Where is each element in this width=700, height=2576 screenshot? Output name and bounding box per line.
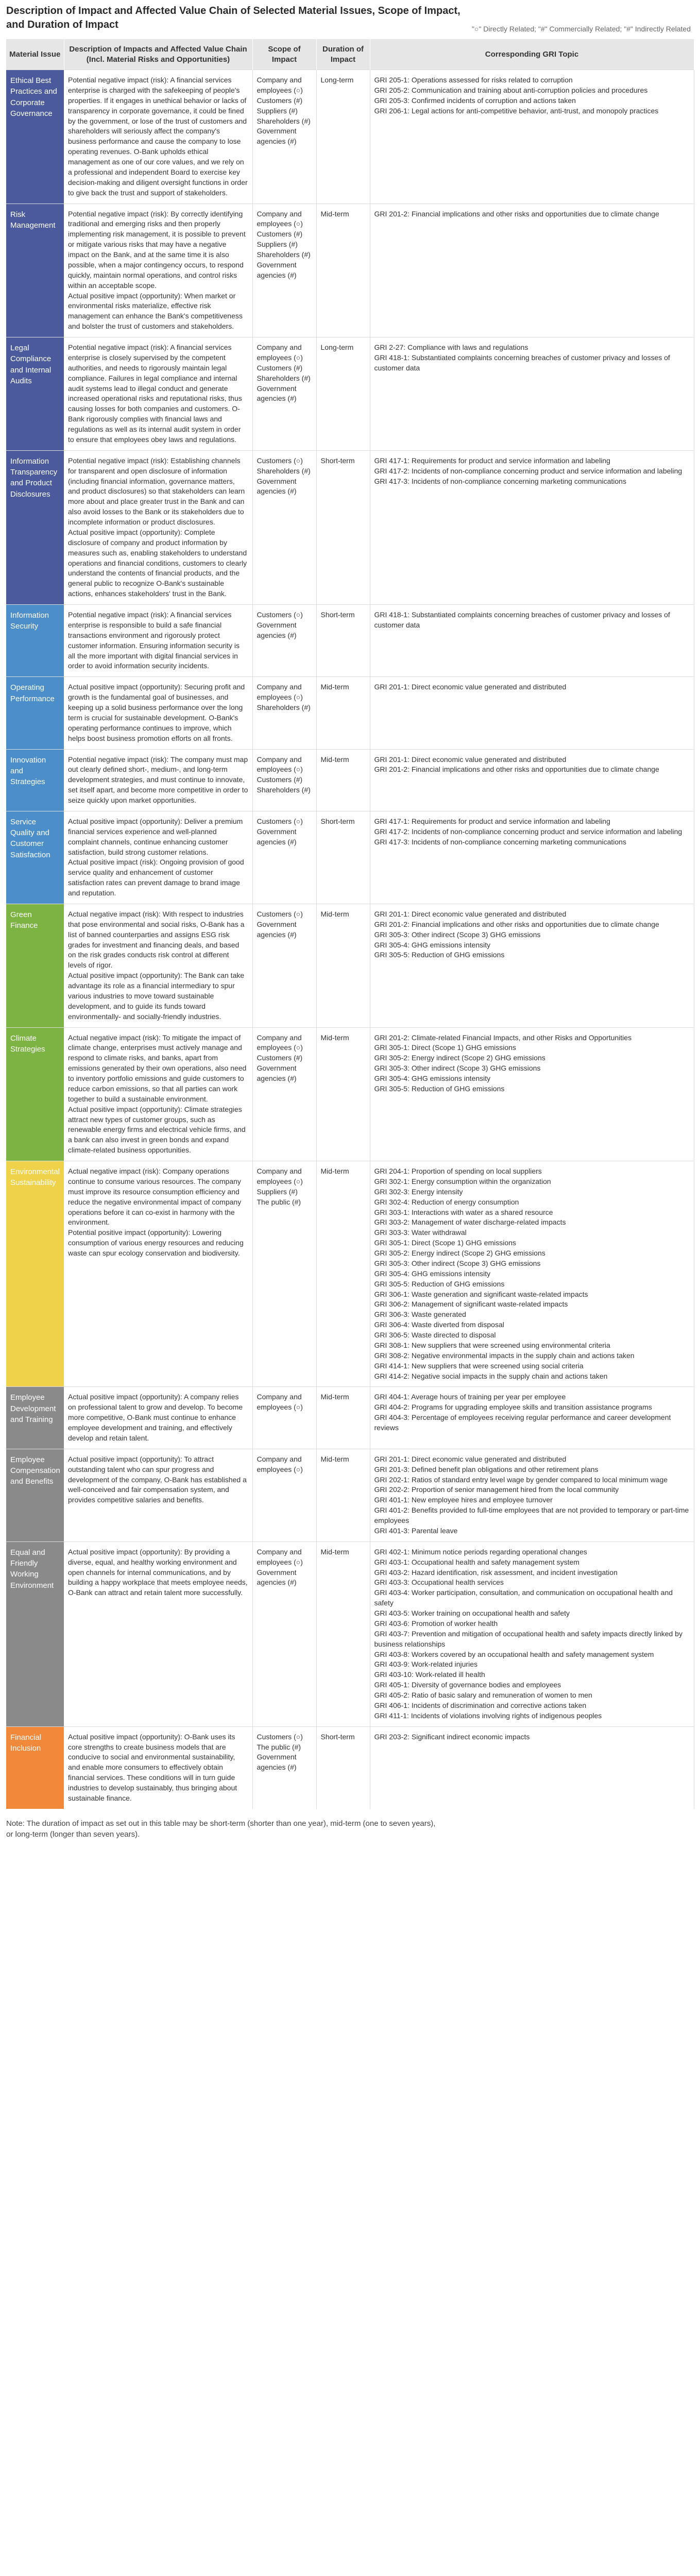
gri-topic-cell-line: GRI 305-2: Energy indirect (Scope 2) GHG emissions <box>374 1249 545 1257</box>
description-cell <box>64 70 252 204</box>
gri-topic-cell-line: GRI 403-9: Work-related injuries <box>374 1660 477 1669</box>
table-row <box>6 811 694 904</box>
description-cell-line: Actual negative impact (risk): Company operations continue to consume various resources. The company must improve its resource consumption efficiency and reduce the negative environmental impact of company operations before it can co-exist in harmony with the environment. <box>68 1167 242 1227</box>
gri-topic-cell-line: GRI 202-2: Proportion of senior management hired from the local community <box>374 1485 619 1494</box>
gri-topic-cell-line: GRI 403-2: Hazard identification, risk assessment, and incident investigation <box>374 1568 618 1577</box>
gri-topic-cell-line: GRI 305-1: Direct (Scope 1) GHG emissions <box>374 1239 516 1247</box>
description-cell <box>64 1387 252 1449</box>
header-scope: Scope of Impact <box>252 39 316 70</box>
gri-topic-cell-line: GRI 204-1: Proportion of spending on local suppliers <box>374 1167 542 1175</box>
gri-topic-cell-line: GRI 403-10: Work-related ill health <box>374 1670 485 1679</box>
material-issue-cell <box>6 677 64 749</box>
material-issue-cell-line: Financial Inclusion <box>10 1733 42 1753</box>
duration-cell <box>316 904 370 1027</box>
gri-topic-cell-line: GRI 403-8: Workers covered by an occupational health and safety management system <box>374 1650 654 1658</box>
scope-cell <box>252 605 316 677</box>
gri-topic-cell-line: GRI 403-7: Prevention and mitigation of occupational health and safety impacts directly linked by business relationships <box>374 1629 682 1648</box>
header-duration: Duration of Impact <box>316 39 370 70</box>
gri-topic-cell-line: GRI 201-1: Direct economic value generated and distributed <box>374 909 567 918</box>
description-cell <box>64 1726 252 1809</box>
scope-cell-line: Customers (#) <box>257 363 303 372</box>
material-issue-cell-line: Information Security <box>10 611 49 631</box>
gri-topic-cell-line: GRI 405-1: Diversity of governance bodies and employees <box>374 1681 561 1689</box>
scope-cell-line: The public (#) <box>257 1742 301 1751</box>
duration-cell-line: Mid-term <box>320 909 349 918</box>
description-cell-line: Potential negative impact (risk): A financial services enterprise is charged with the safekeeping of people's properties. If it engages in unethical behavior or lacks of transparency in corporate governance, it could be fined by the government, or lose of the trust of customers and shareholders will seriously affect the company's business performance and cause the company to lose operating revenues. O-Bank upholds ethical management as one of our core values, and we rely on a professional and independent Board to exercise key decision-making and diligent oversight functions in order to give back the trust and support of stakeholders. <box>68 76 248 197</box>
material-issue-cell-line: Risk Management <box>10 210 56 230</box>
material-issue-cell <box>6 1161 64 1387</box>
duration-cell-line: Short-term <box>320 611 355 619</box>
gri-topic-cell-line: GRI 406-1: Incidents of discrimination and corrective actions taken <box>374 1701 587 1709</box>
gri-topic-cell-line: GRI 305-1: Direct (Scope 1) GHG emissions <box>374 1043 516 1052</box>
gri-topic-cell-line: GRI 201-2: Financial implications and other risks and opportunities due to climate change <box>374 765 659 774</box>
gri-topic-cell-line: GRI 205-1: Operations assessed for risks related to corruption <box>374 76 573 84</box>
legend: "○" Directly Related; "#" Commercially Related; "#" Indirectly Related <box>472 25 691 33</box>
material-issue-cell <box>6 749 64 811</box>
scope-cell-line: Shareholders (#) <box>257 116 311 125</box>
gri-topic-cell-line: GRI 206-1: Legal actions for anti-competitive behavior, anti-trust, and monopoly practices <box>374 106 659 115</box>
gri-topic-cell-line: GRI 305-4: GHG emissions intensity <box>374 940 491 949</box>
duration-cell-line: Mid-term <box>320 1393 349 1401</box>
table-row <box>6 1449 694 1541</box>
material-issue-cell <box>6 204 64 337</box>
gri-topic-cell-line: GRI 414-1: New suppliers that were screened using social criteria <box>374 1361 584 1370</box>
duration-cell <box>316 1387 370 1449</box>
scope-cell <box>252 904 316 1027</box>
scope-cell-line: Customers (○) <box>257 817 303 825</box>
table-row <box>6 70 694 204</box>
gri-topic-cell-line: GRI 201-2: Financial implications and other risks and opportunities due to climate change <box>374 209 659 218</box>
gri-topic-cell-line: GRI 401-2: Benefits provided to full-time employees that are not provided to temporary or part-time employees <box>374 1506 689 1524</box>
scope-cell-line: Company and employees (○) <box>257 1167 303 1185</box>
scope-cell-line: The public (#) <box>257 1197 301 1206</box>
scope-cell-line: Government agencies (#) <box>257 127 297 146</box>
duration-cell <box>316 1449 370 1541</box>
description-cell-line: Potential negative impact (risk): By correctly identifying traditional and emerging risks and then properly implementing risk management, it is possible to prevent or mitigate various risks that may have a negative impact on the Bank, and at the same time it is also possible, when a major contingency occurs, to respond quickly, maintain normal operations, and control risks within an acceptable scope. <box>68 209 246 290</box>
scope-cell-line: Government agencies (#) <box>257 260 297 279</box>
scope-cell <box>252 1161 316 1387</box>
description-cell-line: Potential negative impact (risk): A financial services enterprise is closely supervised by the competent authorities, and needs to rigorously maintain legal compliance. Failures in legal compliance and internal audit systems lead to illegal conduct and generate increased operational risks and reputational risks, thus causing losses for both companies and customers. O-Bank rigorously complies with financial laws and regulations as well as its internal audit system in order to ensure that employees obey laws and regulations. <box>68 343 242 444</box>
gri-topic-cell-line: GRI 308-2: Negative environmental impacts in the supply chain and actions taken <box>374 1351 635 1360</box>
material-issue-cell-line: Climate Strategies <box>10 1033 45 1054</box>
table-header-row <box>6 39 694 70</box>
scope-cell-line: Customers (○) <box>257 456 303 465</box>
gri-topic-cell <box>370 70 694 204</box>
scope-cell <box>252 1541 316 1726</box>
duration-cell <box>316 811 370 904</box>
scope-cell-line: Company and employees (○) <box>257 76 303 94</box>
scope-cell-line: Government agencies (#) <box>257 920 297 939</box>
description-cell <box>64 904 252 1027</box>
gri-topic-cell-line: GRI 401-1: New employee hires and employee turnover <box>374 1496 553 1504</box>
gri-topic-cell-line: GRI 201-1: Direct economic value generated and distributed <box>374 1454 567 1463</box>
scope-cell-line: Company and employees (○) <box>257 343 303 362</box>
gri-topic-cell-line: GRI 202-1: Ratios of standard entry level wage by gender compared to local minimum wage <box>374 1475 668 1484</box>
scope-cell <box>252 749 316 811</box>
gri-topic-cell-line: GRI 306-1: Waste generation and significant waste-related impacts <box>374 1290 588 1298</box>
gri-topic-cell-line: GRI 411-1: Incidents of violations involving rights of indigenous peoples <box>374 1711 602 1720</box>
gri-topic-cell-line: GRI 306-2: Management of significant waste-related impacts <box>374 1300 568 1309</box>
gri-topic-cell <box>370 1726 694 1809</box>
gri-topic-cell-line: GRI 418-1: Substantiated complaints concerning breaches of customer privacy and losses of customer data <box>374 353 670 372</box>
description-cell-line: Actual positive impact (opportunity): Climate strategies attract new types of customer groups, such as renewable energy firms and electrical vehicle firms, and a bank can also invest in green bonds and expand climate-related business opportunities. <box>68 1105 246 1155</box>
description-cell <box>64 1449 252 1541</box>
gri-topic-cell <box>370 450 694 604</box>
duration-cell-line: Mid-term <box>320 1167 349 1175</box>
footnote <box>6 1818 694 1840</box>
table-row <box>6 450 694 604</box>
scope-cell <box>252 204 316 337</box>
description-cell <box>64 749 252 811</box>
material-issue-cell <box>6 1387 64 1449</box>
gri-topic-cell-line: GRI 201-1: Direct economic value generated and distributed <box>374 755 567 764</box>
description-cell-line: Actual positive impact (risk): Ongoing provision of good service quality and enhancement of customer satisfaction rates can prevent damage to brand image and reputation. <box>68 858 244 897</box>
description-cell-line: Actual positive impact (opportunity): The Bank can take advantage its role as a financial intermediary to spur various industries to move toward sustainable development, and to guide its funds toward environmentally- and socially-friendly industries. <box>68 971 245 1021</box>
gri-topic-cell <box>370 749 694 811</box>
table-row <box>6 677 694 749</box>
gri-topic-cell <box>370 1387 694 1449</box>
duration-cell-line: Long-term <box>320 343 354 351</box>
gri-topic-cell-line: GRI 417-2: Incidents of non-compliance concerning product and service information and labeling <box>374 827 682 836</box>
gri-topic-cell-line: GRI 401-3: Parental leave <box>374 1526 458 1535</box>
scope-cell-line: Government agencies (#) <box>257 1064 297 1082</box>
gri-topic-cell-line: GRI 403-6: Promotion of worker health <box>374 1619 498 1628</box>
scope-cell-line: Company and employees (○) <box>257 1547 303 1566</box>
material-issue-cell <box>6 1027 64 1161</box>
scope-cell-line: Company and employees (○) <box>257 755 303 774</box>
scope-cell <box>252 1726 316 1809</box>
material-issue-cell-line: Employee Compensation and Benefits <box>10 1455 60 1486</box>
title-line-2: and Duration of Impact <box>6 19 118 30</box>
material-issue-cell-line: Green Finance <box>10 910 38 930</box>
gri-topic-cell-line: GRI 205-3: Confirmed incidents of corruption and actions taken <box>374 96 576 105</box>
footnote-line-1: Note: The duration of impact as set out in this table may be short-term (shorter than one year), mid-term (one to seven years), <box>6 1819 436 1828</box>
description-cell-line: Potential negative impact (risk): A financial services enterprise is responsible to build a safe financial transactions environment and rigorously protect customer information. Ensuring information security is all the more important with digital financial services in order to avoid information security incidents. <box>68 611 240 670</box>
material-issue-cell-line: Legal Compliance and Internal Audits <box>10 344 52 385</box>
table-row <box>6 605 694 677</box>
title-line-1: Description of Impact and Affected Value Chain of Selected Material Issues, Scope of Impact, <box>6 5 460 16</box>
gri-topic-cell-line: GRI 405-2: Ratio of basic salary and remuneration of women to men <box>374 1691 592 1699</box>
gri-topic-cell-line: GRI 305-5: Reduction of GHG emissions <box>374 1279 505 1288</box>
scope-cell-line: Customers (○) <box>257 1732 303 1741</box>
header-material-issue: Material Issue <box>6 39 64 70</box>
gri-topic-cell-line: GRI 403-3: Occupational health services <box>374 1578 504 1587</box>
description-cell <box>64 677 252 749</box>
duration-cell <box>316 1726 370 1809</box>
scope-cell-line: Government agencies (#) <box>257 827 297 846</box>
gri-topic-cell-line: GRI 417-3: Incidents of non-compliance concerning marketing communications <box>374 837 626 846</box>
gri-topic-cell-line: GRI 305-2: Energy indirect (Scope 2) GHG emissions <box>374 1054 545 1062</box>
scope-cell-line: Shareholders (#) <box>257 374 311 382</box>
scope-cell-line: Company and employees (○) <box>257 1393 303 1412</box>
table-row <box>6 1387 694 1449</box>
scope-cell-line: Customers (#) <box>257 1054 303 1062</box>
gri-topic-cell-line: GRI 404-2: Programs for upgrading employee skills and transition assistance programs <box>374 1403 652 1412</box>
duration-cell <box>316 450 370 604</box>
duration-cell <box>316 605 370 677</box>
gri-topic-cell-line: GRI 302-4: Reduction of energy consumption <box>374 1197 519 1206</box>
gri-topic-cell <box>370 337 694 451</box>
duration-cell-line: Short-term <box>320 456 355 465</box>
description-cell-line: Potential negative impact (risk): The company must map out clearly defined short-, medium-, and long-term development strategies, and must continue to innovate, set itself apart, and become more competitive in order to seize quickly upon market opportunities. <box>68 755 248 804</box>
material-issue-cell-line: Equal and Friendly Working Environment <box>10 1548 54 1590</box>
description-cell <box>64 605 252 677</box>
gri-topic-cell <box>370 811 694 904</box>
gri-topic-cell-line: GRI 306-4: Waste diverted from disposal <box>374 1320 504 1329</box>
gri-topic-cell-line: GRI 302-3: Energy intensity <box>374 1187 463 1196</box>
material-issue-cell <box>6 605 64 677</box>
description-cell-line: Actual positive impact (opportunity): To attract outstanding talent who can spur progress and development of the company, O-Bank has established a well-conceived and fair compensation system, and provides competitive salaries and benefits. <box>68 1454 247 1504</box>
description-cell <box>64 204 252 337</box>
description-cell-line: Actual positive impact (opportunity): When market or environmental risks materialize, effective risk management can enhance the Bank's competitiveness and bolster the trust of customers and stakeholders. <box>68 291 243 331</box>
description-cell-line: Actual negative impact (risk): With respect to industries that pose environmental and social risks, O-Bank has a list of banned counterparties and assigns ESG risk grades for investment and financing deals, and based on the risk grades conducts risk control at different levels of rigor. <box>68 909 245 970</box>
scope-cell-line: Government agencies (#) <box>257 620 297 639</box>
duration-cell-line: Short-term <box>320 1732 355 1741</box>
scope-cell <box>252 677 316 749</box>
material-issue-cell-line: Innovation and Strategies <box>10 755 46 787</box>
gri-topic-cell <box>370 605 694 677</box>
duration-cell-line: Mid-term <box>320 755 349 764</box>
gri-topic-cell-line: GRI 404-1: Average hours of training per year per employee <box>374 1393 566 1401</box>
material-issue-cell <box>6 1541 64 1726</box>
scope-cell <box>252 70 316 204</box>
description-cell-line: Actual positive impact (opportunity): O-Bank uses its core strengths to create business models that are conducive to social and environmental sustainability, and enable more consumers to effectively obtain financial services. These conditions will in turn guide industries to develop sustainably, thus bringing about sustainable finance. <box>68 1732 237 1802</box>
gri-topic-cell <box>370 1541 694 1726</box>
gri-topic-cell-line: GRI 303-2: Management of water discharge-related impacts <box>374 1218 566 1227</box>
gri-topic-cell-line: GRI 303-1: Interactions with water as a shared resource <box>374 1208 553 1216</box>
material-issue-cell <box>6 1449 64 1541</box>
gri-topic-cell-line: GRI 305-3: Other indirect (Scope 3) GHG emissions <box>374 1259 541 1267</box>
scope-cell-line: Company and employees (○) <box>257 683 303 702</box>
gri-topic-cell-line: GRI 417-1: Requirements for product and service information and labeling <box>374 456 610 465</box>
gri-topic-cell-line: GRI 305-5: Reduction of GHG emissions <box>374 951 505 959</box>
scope-cell-line: Shareholders (#) <box>257 786 311 794</box>
gri-topic-cell-line: GRI 417-3: Incidents of non-compliance concerning marketing communications <box>374 477 626 485</box>
duration-cell <box>316 749 370 811</box>
scope-cell <box>252 1387 316 1449</box>
scope-cell-line: Customers (○) <box>257 611 303 619</box>
scope-cell-line: Customers (#) <box>257 230 303 239</box>
description-cell <box>64 337 252 451</box>
material-issue-cell <box>6 1726 64 1809</box>
gri-topic-cell-line: GRI 403-4: Worker participation, consultation, and communication on occupational health and safety <box>374 1588 673 1607</box>
description-cell-line: Potential positive impact (opportunity): Lowering consumption of various energy resources and reducing waste can spur ecology conservation and biodiversity. <box>68 1228 244 1257</box>
material-issue-cell-line: Ethical Best Practices and Corporate Governance <box>10 76 57 118</box>
scope-cell-line: Shareholders (#) <box>257 250 311 259</box>
gri-topic-cell-line: GRI 302-1: Energy consumption within the organization <box>374 1177 551 1185</box>
duration-cell-line: Short-term <box>320 817 355 825</box>
table-row <box>6 1541 694 1726</box>
material-issue-cell <box>6 337 64 451</box>
gri-topic-cell <box>370 204 694 337</box>
duration-cell-line: Mid-term <box>320 1033 349 1042</box>
material-issue-cell <box>6 811 64 904</box>
gri-topic-cell <box>370 904 694 1027</box>
gri-topic-cell-line: GRI 402-1: Minimum notice periods regarding operational changes <box>374 1547 587 1556</box>
table-row <box>6 1161 694 1387</box>
description-cell <box>64 1027 252 1161</box>
gri-topic-cell-line: GRI 203-2: Significant indirect economic impacts <box>374 1732 530 1741</box>
description-cell-line: Actual positive impact (opportunity): Complete disclosure of company and product information by measures such as, enabling stakeholders to understand operations and financial conditions, customers to clearly understand the contents of financial products, and the general public to recognize O-Bank's sustainable actions, enhances stakeholders' trust in the Bank. <box>68 528 247 598</box>
table-row <box>6 1726 694 1809</box>
scope-cell-line: Customers (○) <box>257 909 303 918</box>
scope-cell-line: Government agencies (#) <box>257 477 297 496</box>
duration-cell <box>316 1161 370 1387</box>
gri-topic-cell <box>370 1449 694 1541</box>
scope-cell <box>252 811 316 904</box>
scope-cell-line: Customers (#) <box>257 96 303 105</box>
gri-topic-cell-line: GRI 305-3: Other indirect (Scope 3) GHG emissions <box>374 930 541 939</box>
duration-cell-line: Mid-term <box>320 1454 349 1463</box>
gri-topic-cell <box>370 1027 694 1161</box>
duration-cell-line: Long-term <box>320 76 354 84</box>
description-cell-line: Actual positive impact (opportunity): Securing profit and growth is the fundamental goal of businesses, and keeping up a solid business performance over the long term is crucial for sustainable development. O-Bank's operating performance continues to improve, which helps boost business promotion efforts on all fronts. <box>68 683 245 742</box>
material-issue-cell-line: Operating Performance <box>10 683 55 703</box>
table-body <box>6 70 694 1809</box>
duration-cell <box>316 70 370 204</box>
duration-cell <box>316 204 370 337</box>
table-row <box>6 749 694 811</box>
description-cell <box>64 450 252 604</box>
material-issue-cell-line: Employee Development and Training <box>10 1393 56 1424</box>
description-cell-line: Potential negative impact (risk): Establishing channels for transparent and open disclosure of information (including financial information, governance matters, and product disclosures) so that stakeholders can learn more about and place greater trust in the Bank and can also avoid losses to the Bank or its stakeholders due to incomplete information or product disclosures. <box>68 456 245 526</box>
scope-cell-line: Customers (#) <box>257 775 303 784</box>
scope-cell-line: Government agencies (#) <box>257 384 297 403</box>
gri-topic-cell-line: GRI 306-3: Waste generated <box>374 1310 466 1319</box>
scope-cell-line: Shareholders (#) <box>257 466 311 475</box>
duration-cell-line: Mid-term <box>320 683 349 691</box>
gri-topic-cell-line: GRI 306-5: Waste directed to disposal <box>374 1331 496 1339</box>
gri-topic-cell-line: GRI 418-1: Substantiated complaints concerning breaches of customer privacy and losses of customer data <box>374 611 670 629</box>
gri-topic-cell <box>370 1161 694 1387</box>
table-row <box>6 337 694 451</box>
table-row <box>6 904 694 1027</box>
material-issue-cell <box>6 70 64 204</box>
gri-topic-cell-line: GRI 305-4: GHG emissions intensity <box>374 1074 491 1082</box>
gri-topic-cell-line: GRI 201-1: Direct economic value generated and distributed <box>374 683 567 691</box>
gri-topic-cell-line: GRI 403-5: Worker training on occupational health and safety <box>374 1609 570 1617</box>
scope-cell-line: Suppliers (#) <box>257 106 298 115</box>
gri-topic-cell-line: GRI 417-2: Incidents of non-compliance concerning product and service information and labeling <box>374 466 682 475</box>
material-issue-cell <box>6 450 64 604</box>
description-cell-line: Actual positive impact (opportunity): By providing a diverse, equal, and healthy working environment and open channels for internal communications, and by building a happy workplace that meets employee needs, O-Bank can attract and retain talent more successfully. <box>68 1547 248 1597</box>
scope-cell <box>252 1449 316 1541</box>
gri-topic-cell-line: GRI 201-3: Defined benefit plan obligations and other retirement plans <box>374 1465 599 1473</box>
gri-topic-cell-line: GRI 417-1: Requirements for product and service information and labeling <box>374 817 610 825</box>
scope-cell-line: Government agencies (#) <box>257 1753 297 1772</box>
material-issue-cell-line: Information Transparency and Product Disclosures <box>10 456 58 499</box>
duration-cell-line: Mid-term <box>320 1547 349 1556</box>
scope-cell-line: Suppliers (#) <box>257 1187 298 1196</box>
scope-cell <box>252 337 316 451</box>
scope-cell-line: Government agencies (#) <box>257 1568 297 1587</box>
gri-topic-cell-line: GRI 2-27: Compliance with laws and regulations <box>374 343 528 351</box>
gri-topic-cell-line: GRI 404-3: Percentage of employees receiving regular performance and career development reviews <box>374 1413 671 1432</box>
scope-cell-line: Company and employees (○) <box>257 1033 303 1052</box>
scope-cell <box>252 1027 316 1161</box>
duration-cell <box>316 337 370 451</box>
gri-topic-cell-line: GRI 403-1: Occupational health and safety management system <box>374 1557 579 1566</box>
description-cell-line: Actual positive impact (opportunity): A company relies on professional talent to grow and develop. To become more competitive, O-Bank must continue to enhance employee development and training, and effectively develop and retain talent. <box>68 1393 243 1442</box>
duration-cell <box>316 677 370 749</box>
impact-table <box>6 39 694 1809</box>
gri-topic-cell-line: GRI 205-2: Communication and training about anti-corruption policies and procedures <box>374 86 648 94</box>
scope-cell-line: Company and employees (○) <box>257 1454 303 1473</box>
material-issue-cell <box>6 904 64 1027</box>
duration-cell <box>316 1027 370 1161</box>
scope-cell-line: Shareholders (#) <box>257 703 311 711</box>
header-gri-topic: Corresponding GRI Topic <box>370 39 694 70</box>
material-issue-cell-line: Environmental Sustainability <box>10 1167 60 1188</box>
footnote-line-2: or long-term (longer than seven years). <box>6 1829 140 1839</box>
gri-topic-cell-line: GRI 305-3: Other indirect (Scope 3) GHG emissions <box>374 1064 541 1073</box>
gri-topic-cell-line: GRI 305-5: Reduction of GHG emissions <box>374 1084 505 1093</box>
description-cell-line: Actual positive impact (opportunity): Deliver a premium financial services experience and well-planned complaint channels, continue enhancing customer satisfaction, build strong customer relations. <box>68 817 243 856</box>
description-cell <box>64 811 252 904</box>
gri-topic-cell-line: GRI 414-2: Negative social impacts in the supply chain and actions taken <box>374 1371 608 1380</box>
gri-topic-cell-line: GRI 305-4: GHG emissions intensity <box>374 1269 491 1278</box>
header-description: Description of Impacts and Affected Value Chain (Incl. Material Risks and Opportunities) <box>64 39 252 70</box>
scope-cell-line: Company and employees (○) <box>257 209 303 228</box>
description-cell <box>64 1161 252 1387</box>
scope-cell <box>252 450 316 604</box>
table-row <box>6 204 694 337</box>
description-cell-line: Actual negative impact (risk): To mitigate the impact of climate change, enterprises must actively manage and respond to climate risks, and banks, apart from emissions generated by their own operations, also need to inventory portfolio emissions and guide customers to reduce carbon emissions, so that all parties can work together to build a sustainable environment. <box>68 1033 247 1103</box>
scope-cell-line: Suppliers (#) <box>257 240 298 249</box>
gri-topic-cell-line: GRI 303-3: Water withdrawal <box>374 1228 467 1237</box>
duration-cell-line: Mid-term <box>320 209 349 218</box>
gri-topic-cell <box>370 677 694 749</box>
table-row <box>6 1027 694 1161</box>
gri-topic-cell-line: GRI 308-1: New suppliers that were screened using environmental criteria <box>374 1341 610 1349</box>
description-cell <box>64 1541 252 1726</box>
gri-topic-cell-line: GRI 201-2: Financial implications and other risks and opportunities due to climate change <box>374 920 659 928</box>
gri-topic-cell-line: GRI 201-2: Climate-related Financial Impacts, and other Risks and Opportunities <box>374 1033 632 1042</box>
duration-cell <box>316 1541 370 1726</box>
material-issue-cell-line: Service Quality and Customer Satisfaction <box>10 817 50 859</box>
